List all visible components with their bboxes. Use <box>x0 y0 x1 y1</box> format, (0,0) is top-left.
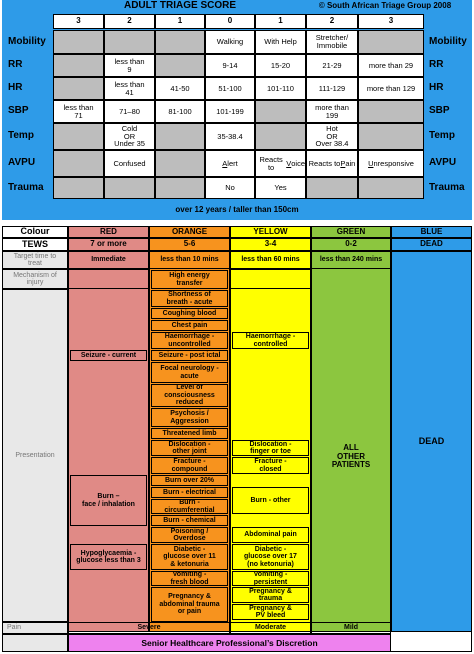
ats-copyright: © South African Triage Group 2008 <box>318 1 452 11</box>
colour-header: GREEN <box>311 226 391 238</box>
ats-score-header: 3 <box>53 14 104 29</box>
pain-moderate: Moderate <box>230 622 311 634</box>
ats-cell: 51-100 <box>205 77 255 100</box>
ats-row-label-right: HR <box>429 82 444 94</box>
orange-criterion: Psychosis / Aggression <box>151 408 228 427</box>
presentation-label: Presentation <box>2 289 68 622</box>
red-column <box>68 251 149 632</box>
ats-cell <box>306 177 358 199</box>
ats-cell <box>155 30 205 54</box>
ats-cell <box>255 123 306 150</box>
ats-cell: more than 29 <box>358 54 424 77</box>
yellow-criterion: Burn - other <box>232 487 309 514</box>
ats-cell <box>53 123 104 150</box>
ats-cell: U nresponsive <box>358 150 424 177</box>
colour-label: Colour <box>2 226 68 238</box>
ats-row-label-left: HR <box>8 82 23 94</box>
pain-mild: Mild <box>311 622 391 634</box>
ats-cell: Hot OR Over 38.4 <box>306 123 358 150</box>
ats-cell: more than 129 <box>358 77 424 100</box>
ats-score-header: 1 <box>155 14 205 29</box>
target-time: less than 60 mins <box>230 251 311 269</box>
ats-cell <box>53 30 104 54</box>
yellow-criterion: Haemorrhage - controlled <box>232 332 309 349</box>
ats-row-label-left: Trauma <box>8 181 44 193</box>
ats-title: ADULT TRIAGE SCORE <box>123 0 237 12</box>
ats-cell <box>155 177 205 199</box>
tews-label: TEWS <box>2 238 68 251</box>
ats-cell: 15-20 <box>255 54 306 77</box>
ats-cell: 101-199 <box>205 100 255 123</box>
orange-criterion: Poisoning / Overdose <box>151 527 228 543</box>
ats-cell <box>53 54 104 77</box>
yellow-criterion: Vomiting - persistent <box>232 571 309 586</box>
ats-row-label-right: RR <box>429 59 444 71</box>
ats-score-header: 0 <box>205 14 255 29</box>
yellow-criterion: Fracture - closed <box>232 457 309 474</box>
ats-cell: Walking <box>205 30 255 54</box>
mechanism-yellow <box>230 269 311 289</box>
ats-row-label-left: Mobility <box>8 35 46 47</box>
ats-cell: 81-100 <box>155 100 205 123</box>
mechanism-red <box>68 269 149 289</box>
orange-criterion: Dislocation - other joint <box>151 440 228 456</box>
ats-cell: With Help <box>255 30 306 54</box>
colour-header: YELLOW <box>230 226 311 238</box>
ats-row-label-right: Temp <box>429 130 455 142</box>
tews-score: 0-2 <box>311 238 391 251</box>
orange-criterion: Burn - chemical <box>151 515 228 526</box>
ats-cell: less than 71 <box>53 100 104 123</box>
orange-criterion: High energy transfer <box>151 270 228 289</box>
ats-cell <box>358 100 424 123</box>
green-all-other-patients: ALL OTHER PATIENTS <box>331 443 371 470</box>
orange-criterion: Level of consciousness reduced <box>151 384 228 407</box>
red-criterion: Burn – face / inhalation <box>70 475 147 526</box>
ats-cell: 41-50 <box>155 77 205 100</box>
orange-criterion: Seizure - post ictal <box>151 350 228 361</box>
colour-header: ORANGE <box>149 226 230 238</box>
orange-criterion: Shortness of breath - acute <box>151 290 228 307</box>
target-time: less than 240 mins <box>311 251 391 269</box>
ats-row-label-left: RR <box>8 59 23 71</box>
ats-cell <box>53 177 104 199</box>
colour-header: RED <box>68 226 149 238</box>
ats-cell <box>53 77 104 100</box>
ats-cell: A lert <box>205 150 255 177</box>
ats-cell: more than 199 <box>306 100 358 123</box>
ats-cell <box>255 100 306 123</box>
orange-criterion: Pregnancy & abdominal trauma or pain <box>151 587 228 622</box>
ats-cell: less than 41 <box>104 77 155 100</box>
yellow-criterion: Pregnancy & PV bleed <box>232 604 309 620</box>
ats-cell: No <box>205 177 255 199</box>
colour-header: BLUE <box>391 226 472 238</box>
ats-cell: Cold OR Under 35 <box>104 123 155 150</box>
yellow-criterion: Dislocation - finger or toe <box>232 440 309 456</box>
ats-cell: Confused <box>104 150 155 177</box>
ats-row-label-left: Temp <box>8 130 34 142</box>
ats-cell <box>155 54 205 77</box>
ats-row-label-right: AVPU <box>429 157 457 169</box>
ats-cell <box>155 123 205 150</box>
ats-score-header: 2 <box>306 14 358 29</box>
yellow-criterion: Diabetic - glucose over 17 (no ketonuria) <box>232 544 309 570</box>
ats-cell <box>358 123 424 150</box>
yellow-criterion: Abdominal pain <box>232 527 309 543</box>
ats-cell <box>358 30 424 54</box>
red-criterion: Hypoglycaemia - glucose less than 3 <box>70 544 147 570</box>
ats-row-label-left: AVPU <box>8 157 36 169</box>
pain-severe: Severe <box>68 622 230 634</box>
ats-cell: 9-14 <box>205 54 255 77</box>
target-time: less than 10 mins <box>149 251 230 269</box>
ats-row-label-right: Mobility <box>429 35 467 47</box>
ats-cell: 71–80 <box>104 100 155 123</box>
ats-score-header: 2 <box>104 14 155 29</box>
ats-cell: Reacts to P ain <box>306 150 358 177</box>
tews-score: 5-6 <box>149 238 230 251</box>
ats-cell: 111-129 <box>306 77 358 100</box>
orange-criterion: Burn over 20% <box>151 475 228 486</box>
yellow-criterion: Pregnancy & trauma <box>232 587 309 603</box>
orange-criterion: Burn - circumferential <box>151 499 228 514</box>
ats-row-label-right: Trauma <box>429 181 465 193</box>
tews-score: 3-4 <box>230 238 311 251</box>
orange-criterion: Chest pain <box>151 320 228 331</box>
ats-cell: 101-110 <box>255 77 306 100</box>
ats-score-header: 3 <box>358 14 424 29</box>
ats-row-label-left: SBP <box>8 105 29 117</box>
target-time-label: Target time to treat <box>2 251 68 269</box>
orange-criterion: Coughing blood <box>151 308 228 319</box>
pain-label: Pain <box>2 622 68 634</box>
ats-cell <box>53 150 104 177</box>
blue-dead: DEAD <box>418 436 445 447</box>
ats-cell: Yes <box>255 177 306 199</box>
ats-cell: 21-29 <box>306 54 358 77</box>
orange-criterion: Vomiting - fresh blood <box>151 571 228 586</box>
ats-cell <box>155 150 205 177</box>
ats-cell: 35-38.4 <box>205 123 255 150</box>
ats-row-label-right: SBP <box>429 105 450 117</box>
ats-cell: less than 9 <box>104 54 155 77</box>
orange-criterion: Fracture - compound <box>151 457 228 474</box>
senior-discretion: Senior Healthcare Professional’s Discretion <box>68 634 391 652</box>
ats-cell: Reacts to V oice <box>255 150 306 177</box>
ats-score-header: 1 <box>255 14 306 29</box>
ats-cell <box>358 177 424 199</box>
orange-criterion: Threatened limb <box>151 428 228 439</box>
tews-score: 7 or more <box>68 238 149 251</box>
mechanism-label: Mechanism of injury <box>2 269 68 289</box>
ats-cell <box>104 177 155 199</box>
red-criterion: Seizure - current <box>70 350 147 361</box>
target-time: Immediate <box>68 251 149 269</box>
ats-cell <box>104 30 155 54</box>
orange-criterion: Burn - electrical <box>151 487 228 498</box>
discretion-label-cell <box>2 634 68 652</box>
orange-criterion: Haemorrhage - uncontrolled <box>151 332 228 349</box>
ats-footer: over 12 years / taller than 150cm <box>175 204 299 214</box>
orange-criterion: Diabetic - glucose over 11 & ketonuria <box>151 544 228 570</box>
orange-criterion: Focal neurology - acute <box>151 362 228 383</box>
ats-cell: Stretcher/ Immobile <box>306 30 358 54</box>
tews-score: DEAD <box>391 238 472 251</box>
